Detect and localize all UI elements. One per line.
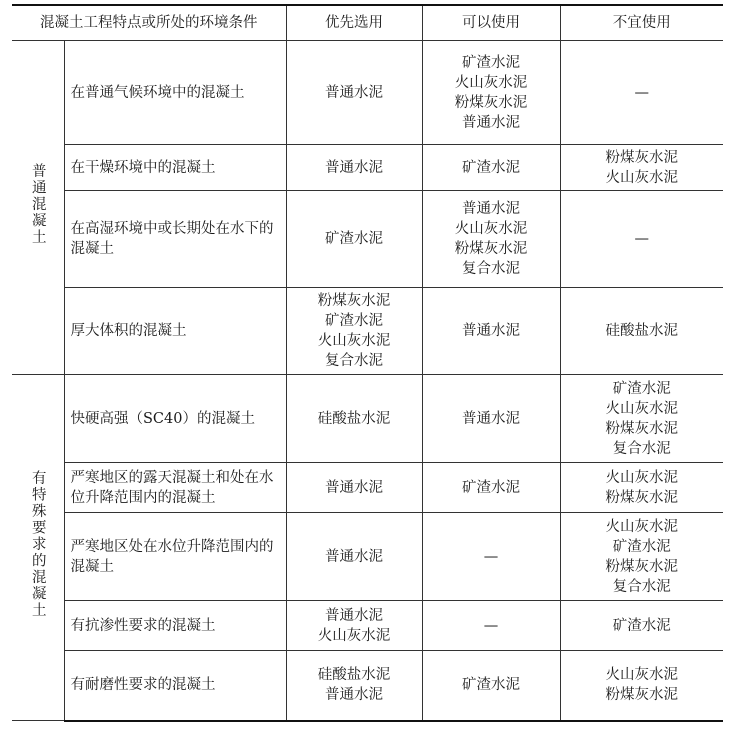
usable-cell: 矿渣水泥 <box>422 651 560 721</box>
usable-cell: 普通水泥 <box>422 288 560 375</box>
condition-cell: 严寒地区的露天混凝土和处在水位升降范围内的混凝土 <box>64 463 286 513</box>
avoid-cell: 火山灰水泥 粉煤灰水泥 <box>560 463 723 513</box>
table-row <box>12 191 723 288</box>
preferred-cell: 普通水泥 <box>286 463 422 513</box>
group-label-ordinary: 普通混凝土 <box>12 41 64 375</box>
group-label-special: 有特殊要求的混凝土 <box>12 375 64 721</box>
table-row <box>12 513 723 601</box>
preferred-cell: 粉煤灰水泥 矿渣水泥 火山灰水泥 复合水泥 <box>286 288 422 375</box>
preferred-cell: 矿渣水泥 <box>286 191 422 288</box>
header-preferred: 优先选用 <box>286 5 422 41</box>
avoid-cell: 矿渣水泥 <box>560 601 723 651</box>
table-row <box>12 601 723 651</box>
preferred-cell: 硅酸盐水泥 <box>286 375 422 463</box>
avoid-cell: 火山灰水泥 矿渣水泥 粉煤灰水泥 复合水泥 <box>560 513 723 601</box>
cement-selection-table <box>12 4 723 722</box>
preferred-cell: 硅酸盐水泥 普通水泥 <box>286 651 422 721</box>
usable-cell: 普通水泥 <box>422 375 560 463</box>
avoid-cell: — <box>560 191 723 288</box>
usable-cell: 矿渣水泥 <box>422 463 560 513</box>
table-row <box>12 463 723 513</box>
condition-cell: 在普通气候环境中的混凝土 <box>64 41 286 145</box>
table-row <box>12 288 723 375</box>
header-row <box>12 5 723 41</box>
condition-cell: 有耐磨性要求的混凝土 <box>64 651 286 721</box>
avoid-cell: — <box>560 41 723 145</box>
header-avoid: 不宜使用 <box>560 5 723 41</box>
usable-cell: — <box>422 601 560 651</box>
condition-cell: 严寒地区处在水位升降范围内的混凝土 <box>64 513 286 601</box>
table-row <box>12 145 723 191</box>
preferred-cell: 普通水泥 <box>286 513 422 601</box>
header-condition: 混凝土工程特点或所处的环境条件 <box>12 5 286 41</box>
avoid-cell: 硅酸盐水泥 <box>560 288 723 375</box>
table-row <box>12 375 723 463</box>
avoid-cell: 火山灰水泥 粉煤灰水泥 <box>560 651 723 721</box>
header-usable: 可以使用 <box>422 5 560 41</box>
table-row <box>12 651 723 721</box>
condition-cell: 在干燥环境中的混凝土 <box>64 145 286 191</box>
avoid-cell: 粉煤灰水泥 火山灰水泥 <box>560 145 723 191</box>
condition-cell: 快硬高强（SC40）的混凝土 <box>64 375 286 463</box>
avoid-cell: 矿渣水泥 火山灰水泥 粉煤灰水泥 复合水泥 <box>560 375 723 463</box>
preferred-cell: 普通水泥 <box>286 41 422 145</box>
condition-cell: 厚大体积的混凝土 <box>64 288 286 375</box>
usable-cell: 矿渣水泥 <box>422 145 560 191</box>
usable-cell: — <box>422 513 560 601</box>
condition-cell: 有抗渗性要求的混凝土 <box>64 601 286 651</box>
preferred-cell: 普通水泥 <box>286 145 422 191</box>
preferred-cell: 普通水泥 火山灰水泥 <box>286 601 422 651</box>
table-row <box>12 41 723 145</box>
usable-cell: 普通水泥 火山灰水泥 粉煤灰水泥 复合水泥 <box>422 191 560 288</box>
usable-cell: 矿渣水泥 火山灰水泥 粉煤灰水泥 普通水泥 <box>422 41 560 145</box>
condition-cell: 在高湿环境中或长期处在水下的混凝土 <box>64 191 286 288</box>
